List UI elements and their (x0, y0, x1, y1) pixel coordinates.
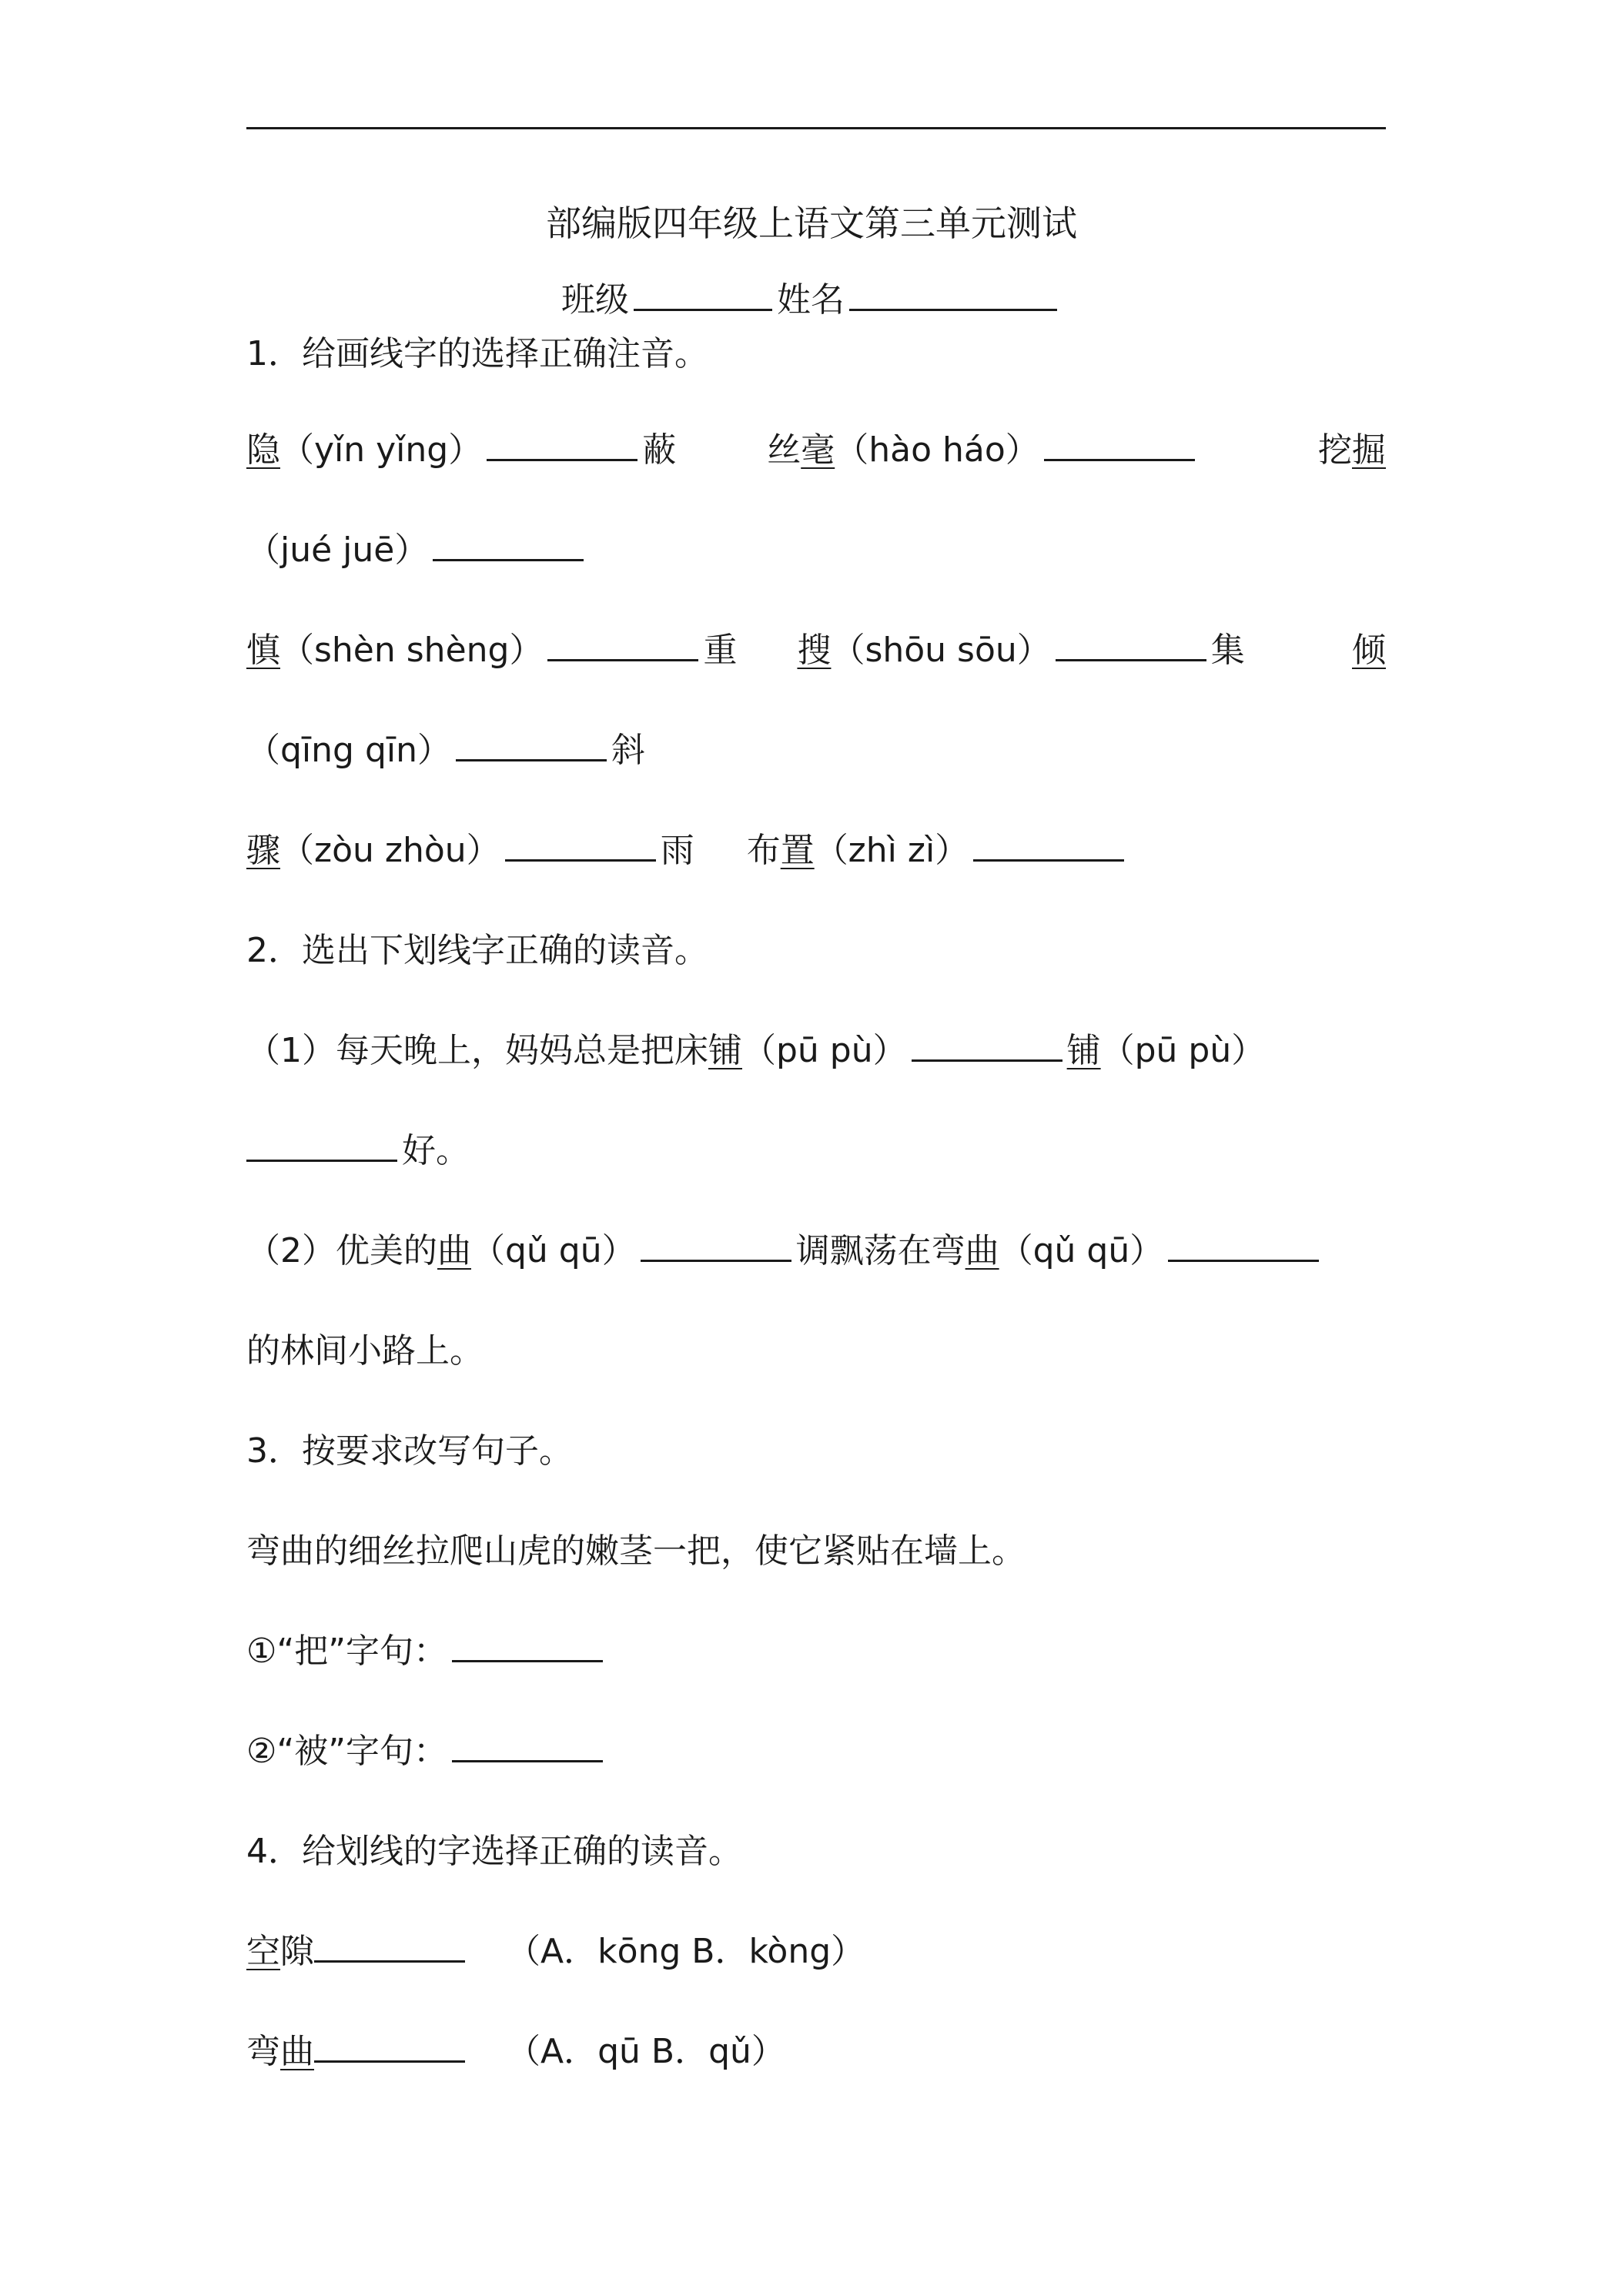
q3-item-1-label: ①“把”字句： (246, 1632, 448, 1671)
q1-char-yin: 隐 (246, 430, 280, 470)
q1-pinyin-yin: （yǐn yǐng） (280, 430, 483, 470)
q1-pinyin-jue: （jué juē） (246, 530, 429, 570)
q1-line-3 (246, 624, 1386, 678)
q2-s2-end: 的林间小路上。 (246, 1331, 484, 1371)
q1-line-4 (246, 724, 645, 778)
q2-s2-char-1: 曲 (437, 1231, 471, 1270)
q1-blank-2[interactable] (1044, 425, 1195, 461)
q4-blank-1[interactable] (314, 1926, 465, 1963)
q1-char-hao: 毫 (801, 430, 835, 470)
q2-s1-char-1: 铺 (708, 1031, 742, 1070)
q4-heading: 4．给划线的字选择正确的读音。 (246, 1832, 742, 1871)
q1-char-sou: 搜 (797, 631, 832, 670)
q4-w1-char: 空 (246, 1932, 280, 1971)
q2-blank-3[interactable] (641, 1226, 791, 1262)
q1-pinyin-zhou: （zòu zhòu） (280, 831, 500, 870)
q2-s1-pinyin-1: （pū pù） (742, 1031, 907, 1070)
q3-blank-2[interactable] (452, 1726, 603, 1762)
student-info-line (0, 273, 1623, 327)
q1-blank-8[interactable] (973, 825, 1124, 862)
name-label: 姓名 (777, 280, 845, 320)
q1-before-hao: 丝 (767, 430, 801, 470)
q1-after-yin: 蔽 (642, 430, 677, 470)
q2-s2-pinyin-2: （qǔ qū） (999, 1231, 1164, 1270)
q1-blank-1[interactable] (487, 425, 637, 461)
q1-char-shen: 慎 (246, 631, 280, 670)
q4-word-2 (246, 2025, 785, 2079)
q3-item-2-label: ②“被”字句： (246, 1732, 448, 1771)
q4-blank-2[interactable] (314, 2027, 465, 2063)
q3-item-1 (246, 1625, 607, 1678)
q1-line-5 (246, 824, 1129, 878)
class-blank[interactable] (634, 275, 772, 311)
q1-before-jue: 挖 (1318, 430, 1352, 470)
q1-after-shen: 重 (703, 631, 738, 670)
q1-pinyin-hao: （hào háo） (835, 430, 1039, 470)
q2-s2-mid: 调飘荡在弯 (795, 1231, 965, 1270)
q1-blank-5[interactable] (1056, 625, 1206, 661)
q2-blank-2[interactable] (246, 1126, 397, 1162)
q1-after-sou: 集 (1210, 631, 1245, 670)
q2-heading: 2．选出下划线字正确的读音。 (246, 931, 708, 970)
q2-sentence-2 (246, 1224, 1386, 1278)
q2-s1-pinyin-2: （pū pù） (1100, 1031, 1266, 1070)
q1-blank-7[interactable] (505, 825, 656, 862)
q4-w2-options: （A．qū B．qǔ） (507, 2032, 785, 2071)
q1-pinyin-qing: （qīng qīn） (246, 731, 451, 770)
q2-s1-char-2: 铺 (1066, 1031, 1101, 1070)
q2-s2-pinyin-1: （qǔ qū） (471, 1231, 636, 1270)
q1-blank-6[interactable] (456, 725, 607, 761)
name-blank[interactable] (849, 275, 1057, 311)
q1-char-zhou: 骤 (246, 831, 280, 870)
q1-char-zhi: 置 (780, 831, 815, 870)
q1-heading: 1．给画线字的选择正确注音。 (246, 334, 708, 373)
class-label: 班级 (561, 280, 629, 320)
q1-pinyin-shen: （shèn shèng） (280, 631, 544, 670)
page-title: 部编版四年级上语文第三单元测试 (546, 202, 1077, 244)
q4-w1-rest: 隙 (280, 1932, 314, 1971)
q2-blank-1[interactable] (912, 1026, 1062, 1062)
q2-s1-text: （1）每天晚上，妈妈总是把床 (246, 1031, 708, 1070)
q1-blank-3[interactable] (433, 525, 584, 561)
q2-s2-char-2: 曲 (965, 1231, 999, 1270)
q1-after-zhou: 雨 (660, 831, 694, 870)
q3-item-2 (246, 1725, 607, 1779)
q3-sentence: 弯曲的细丝拉爬山虎的嫩茎一把，使它紧贴在墙上。 (246, 1531, 1026, 1571)
q1-char-jue: 掘 (1352, 430, 1386, 470)
q1-blank-4[interactable] (547, 625, 698, 661)
q2-s2-text: （2）优美的 (246, 1231, 437, 1270)
header-rule (246, 127, 1386, 129)
q2-blank-4[interactable] (1168, 1226, 1319, 1262)
q2-sentence-1 (246, 1024, 1386, 1078)
q1-after-qing: 斜 (611, 731, 645, 770)
q1-line-1 (246, 423, 1386, 477)
q1-pinyin-sou: （shōu sōu） (831, 631, 1051, 670)
q3-blank-1[interactable] (452, 1626, 603, 1662)
q3-heading: 3．按要求改写句子。 (246, 1431, 573, 1471)
q4-w2-char: 曲 (280, 2032, 314, 2071)
q4-word-1 (246, 1925, 865, 1979)
q4-w2-pre: 弯 (246, 2032, 280, 2071)
q2-sentence-1-cont (246, 1124, 470, 1178)
q1-before-zhi: 布 (746, 831, 781, 870)
q1-pinyin-zhi: （zhì zì） (814, 831, 969, 870)
q1-char-qing: 倾 (1352, 631, 1386, 670)
q2-s1-end: 好。 (402, 1131, 470, 1170)
q1-line-2 (246, 524, 588, 577)
q4-w1-options: （A．kōng B．kòng） (507, 1932, 865, 1971)
